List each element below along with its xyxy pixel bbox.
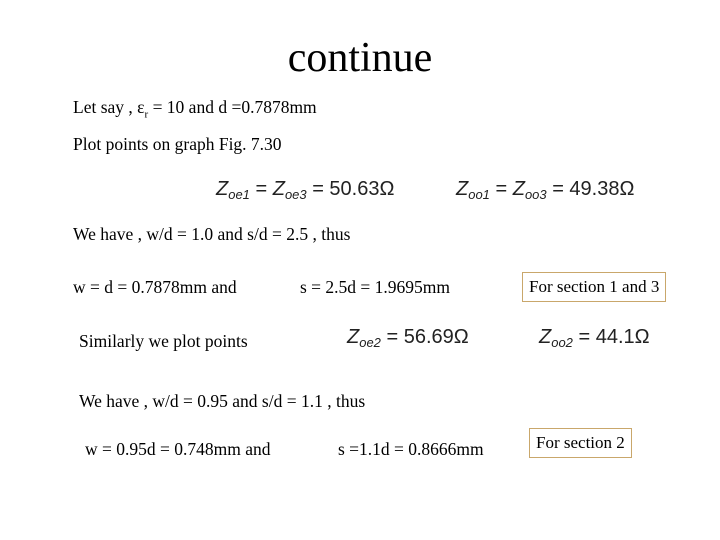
width-result-section-2: w = 0.95d = 0.748mm and (85, 439, 271, 459)
z-subscript: oo1 (468, 187, 490, 202)
impedance-value: = 49.38Ω (546, 178, 635, 200)
impedance-value: = 56.69Ω (380, 326, 469, 348)
impedance-value: = 50.63Ω (306, 178, 395, 200)
equals-sign: = (249, 178, 273, 200)
z-subscript: oe3 (284, 187, 307, 202)
equation-zoe1-zoe3 (216, 178, 394, 202)
width-result-sections-1-3: w = d = 0.7878mm and (73, 277, 237, 297)
z-subscript: oo2 (551, 335, 573, 350)
z-symbol: Z (216, 178, 229, 200)
plot-instruction: Plot points on graph Fig. 7.30 (73, 134, 282, 154)
epsilon-subscript: r (144, 108, 149, 121)
epsilon-symbol: ε (137, 97, 145, 117)
equation-zoo1-zoo3 (456, 178, 634, 202)
ratio-line-sections-1-3: We have , w/d = 1.0 and s/d = 2.5 , thus (73, 224, 351, 244)
equals-sign: = (489, 178, 513, 200)
spacing-result-sections-1-3: s = 2.5d = 1.9695mm (300, 277, 451, 297)
parameters-prefix: Let say , (73, 97, 138, 117)
z-symbol: Z (272, 178, 285, 200)
section-2-label: For section 2 (529, 428, 632, 458)
parameters-values: = 10 and d =0.7878mm (148, 97, 317, 117)
similarly-line: Similarly we plot points (79, 331, 248, 351)
z-subscript: oe2 (359, 335, 381, 350)
z-symbol: Z (539, 326, 552, 348)
ratio-line-section-2: We have , w/d = 0.95 and s/d = 1.1 , thus (79, 391, 366, 411)
z-subscript: oe1 (228, 187, 250, 202)
parameters-line (73, 97, 317, 121)
equation-zoo2 (539, 326, 650, 350)
spacing-result-section-2: s =1.1d = 0.8666mm (338, 439, 484, 459)
impedance-value: = 44.1Ω (572, 326, 650, 348)
z-symbol: Z (347, 326, 360, 348)
equation-zoe2 (347, 326, 469, 350)
slide-title: continue (287, 35, 433, 81)
z-symbol: Z (456, 178, 469, 200)
z-subscript: oo3 (524, 187, 547, 202)
section-1-3-label: For section 1 and 3 (522, 272, 666, 302)
z-symbol: Z (512, 178, 525, 200)
